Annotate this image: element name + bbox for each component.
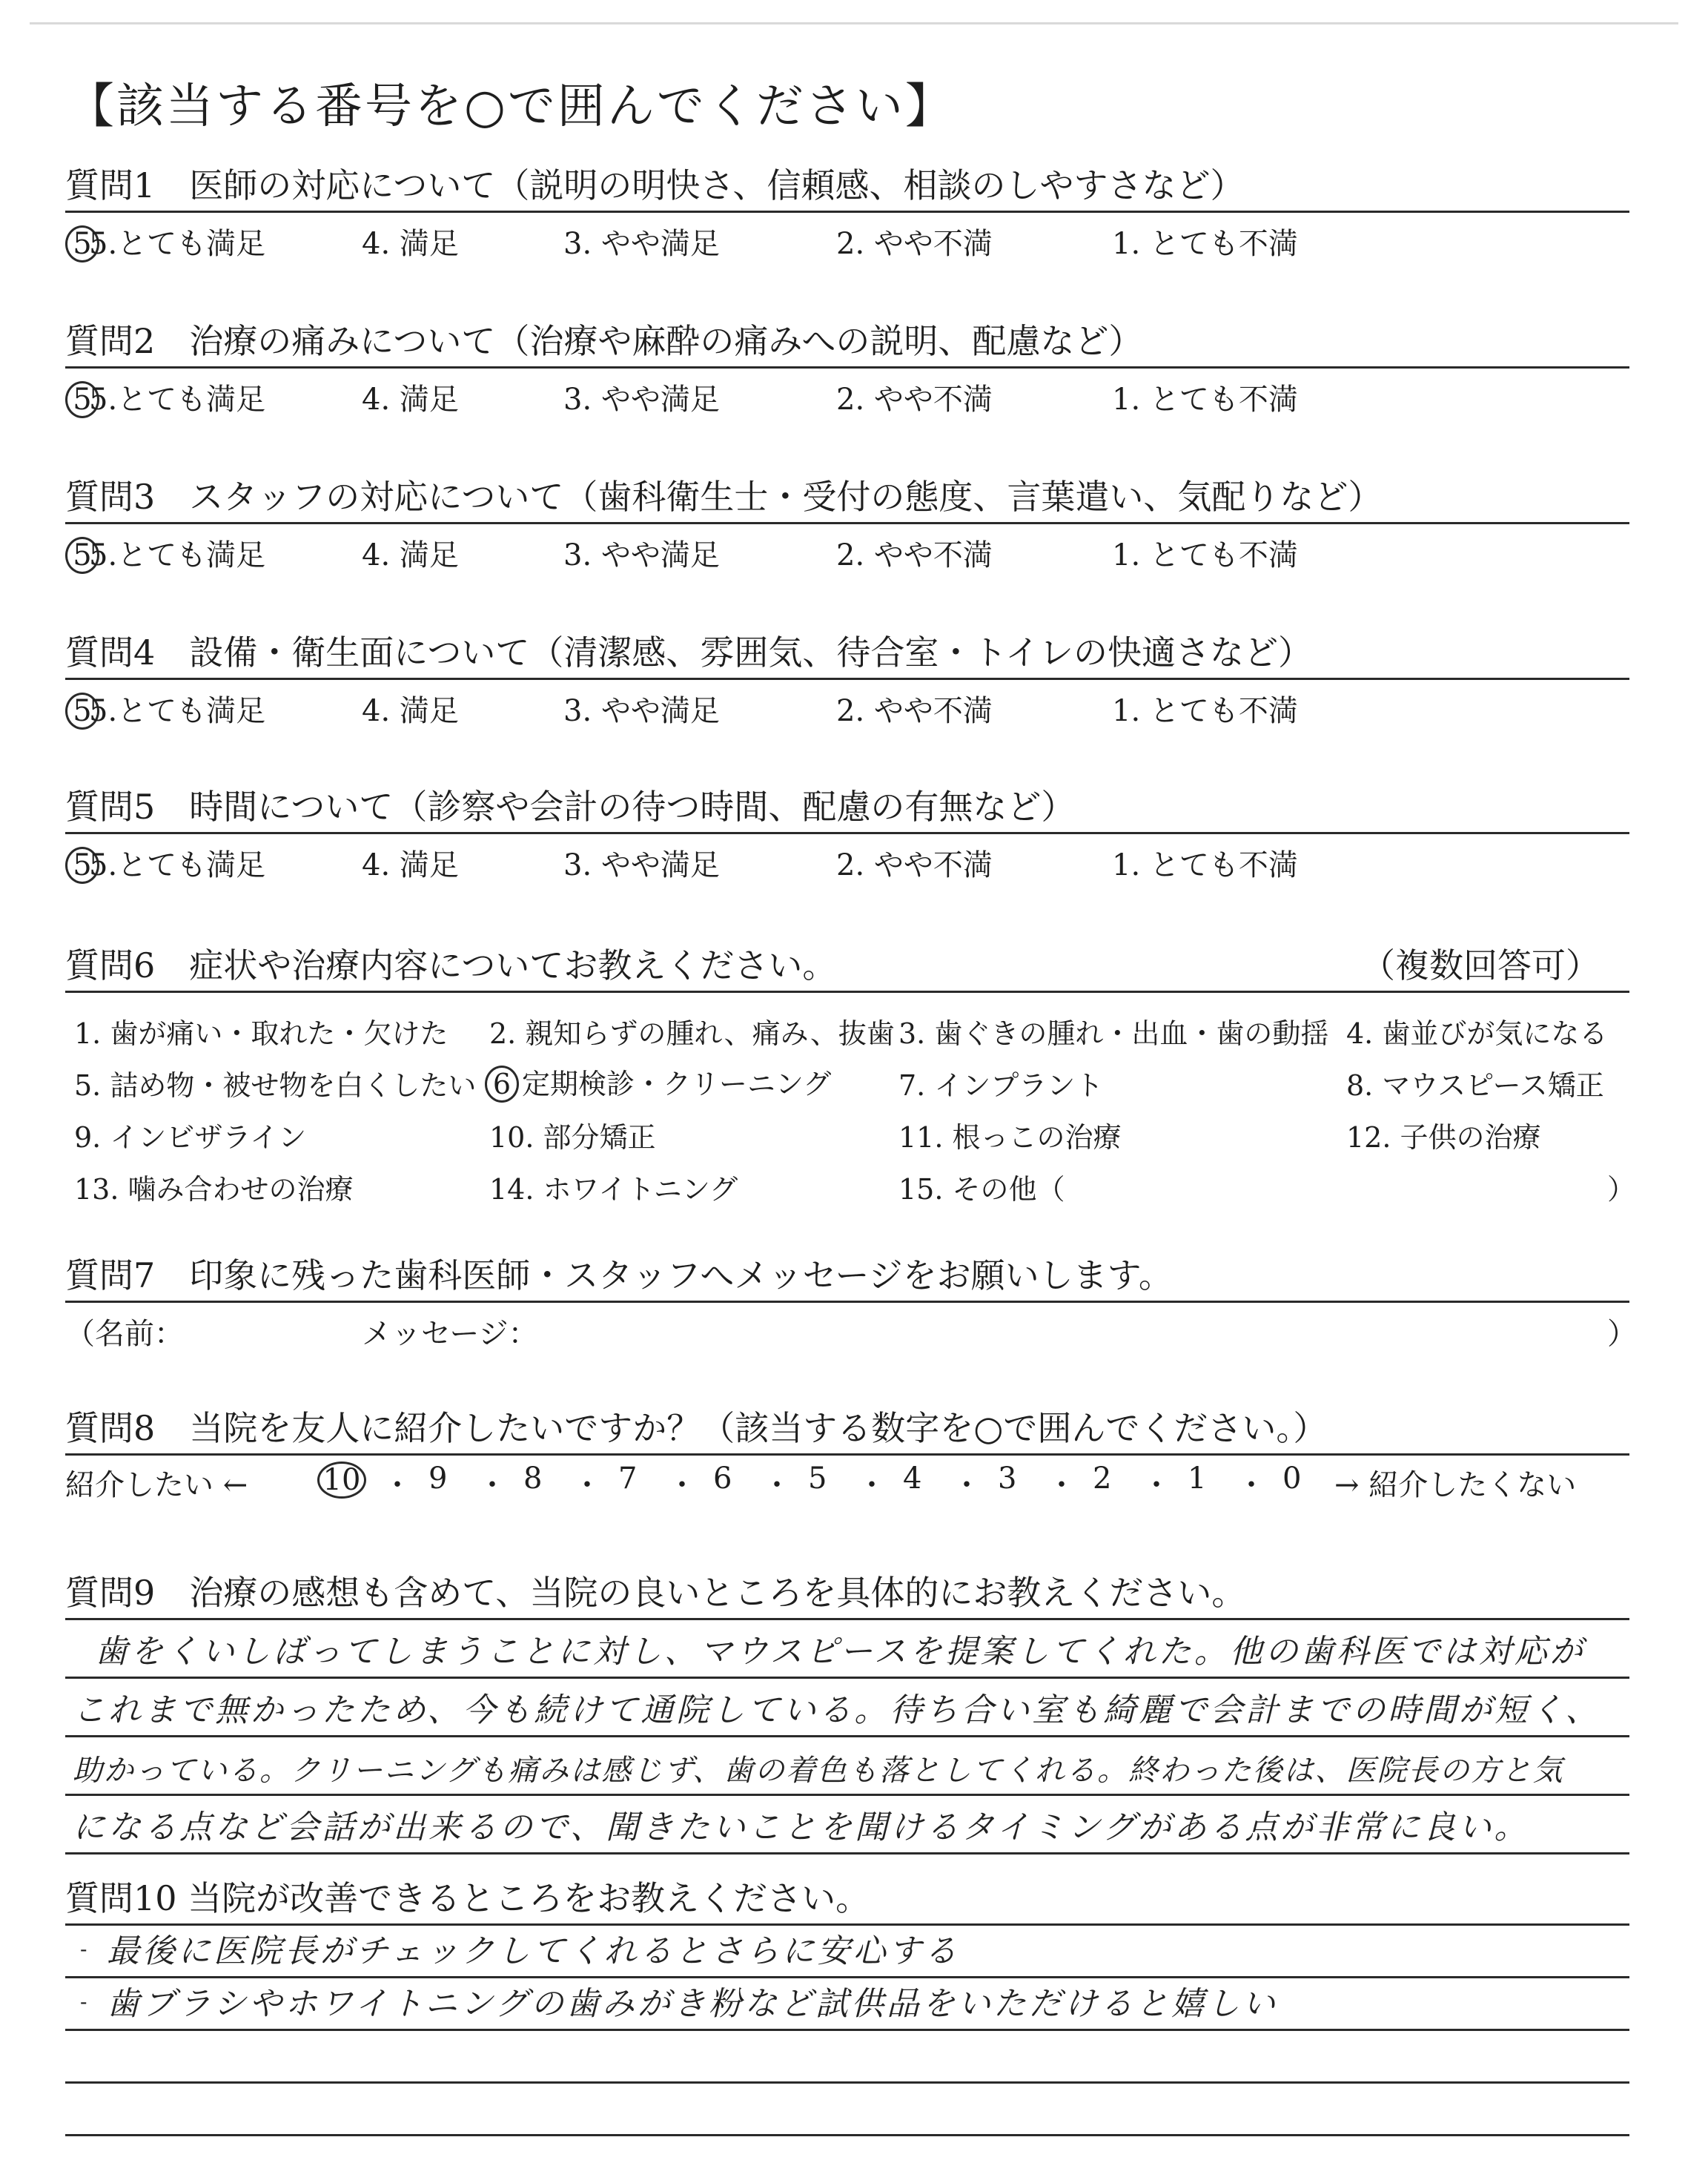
scale-sep: ・ (1047, 1468, 1076, 1502)
handwritten-text: 歯をくいしばってしまうことに対し、マウスピースを提案してくれた。他の歯科医では対応が (95, 1633, 1586, 1671)
symptom-option[interactable]: 5. 詰め物・被せ物を白くしたい (74, 1069, 477, 1102)
scale-3[interactable]: 3 (998, 1462, 1017, 1496)
option-5-label: 5.とても満足 (89, 848, 266, 882)
answer-line (65, 1926, 1629, 1978)
rating-options (65, 216, 1629, 260)
handwritten-text: 歯ブラシやホワイトニングの歯みがき粉など試供品をいただけると嬉しい (107, 1985, 1279, 2023)
question-10-title: 質問10 当院が改善できるところをお教えください。 (65, 1878, 870, 1918)
scale-sep: ・ (383, 1468, 412, 1502)
multiple-answer-note: （複数回答可） (1361, 945, 1600, 985)
scale-6[interactable]: 6 (713, 1462, 732, 1496)
question-2-title: 質問2 治療の痛みについて（治療や麻酔の痛みへの説明、配慮など） (65, 321, 1143, 361)
symptom-option[interactable]: 9. インビザライン (74, 1121, 307, 1154)
other-close-paren: ） (1607, 1173, 1636, 1206)
option-2[interactable]: 2. やや不満 (836, 538, 993, 572)
symptom-option[interactable]: 12. 子供の治療 (1346, 1121, 1541, 1154)
scale-sep: ・ (477, 1468, 507, 1502)
scale-1[interactable]: 1 (1188, 1462, 1207, 1496)
scale-0[interactable]: 0 (1282, 1462, 1302, 1496)
symptom-option[interactable]: 14. ホワイトニング (489, 1173, 738, 1206)
symptom-option[interactable]: 4. 歯並びが気になる (1346, 1017, 1608, 1050)
divider (65, 832, 1629, 834)
selected-circle: 5 (65, 381, 99, 418)
symptom-option[interactable]: 1. 歯が痛い・取れた・欠けた (74, 1017, 448, 1050)
symptom-option[interactable]: 3. 歯ぐきの腫れ・出血・歯の動揺 (898, 1017, 1329, 1050)
option-5-label: 5.とても満足 (89, 227, 266, 261)
selected-circle: 10 (317, 1462, 366, 1499)
rating-options (65, 683, 1629, 727)
option-4[interactable]: 4. 満足 (362, 227, 459, 261)
question-8-title: 質問8 当院を友人に紹介したいですか？（該当する数字を○で囲んでください。） (65, 1408, 1328, 1448)
answer-line (65, 1978, 1629, 2031)
selected-circle: 5 (65, 537, 99, 574)
option-4[interactable]: 4. 満足 (362, 538, 459, 572)
symptom-option[interactable]: 13. 噛み合わせの治療 (74, 1173, 354, 1206)
scale-8[interactable]: 8 (523, 1462, 543, 1496)
divider (65, 366, 1629, 369)
option-2[interactable]: 2. やや不満 (836, 227, 993, 261)
option-5[interactable] (65, 687, 265, 730)
question-4-title: 質問4 設備・衛生面について（清潔感、雰囲気、待合室・トイレの快適さなど） (65, 633, 1313, 673)
question-6-title (65, 943, 1629, 988)
answer-line (65, 1796, 1629, 1855)
option-4[interactable]: 4. 満足 (362, 848, 459, 882)
scale-4[interactable]: 4 (903, 1462, 922, 1496)
symptom-option[interactable]: 7. インプラント (898, 1069, 1104, 1102)
option-3[interactable]: 3. やや満足 (563, 538, 720, 572)
question-7 (65, 1253, 1637, 1351)
option-4[interactable]: 4. 満足 (362, 383, 459, 417)
scale-sep: ・ (572, 1468, 602, 1502)
recommend-scale (65, 1459, 1629, 1505)
message-row (65, 1306, 1637, 1351)
question-6-text: 質問6 症状や治療内容についてお教えください。 (65, 945, 837, 985)
option-5[interactable] (65, 842, 265, 884)
option-1[interactable]: 1. とても不満 (1112, 538, 1298, 572)
question-3 (65, 475, 1629, 572)
symptom-option[interactable]: 2. 親知らずの腫れ、痛み、抜歯 (489, 1017, 895, 1050)
question-5 (65, 785, 1629, 882)
form-header: 【該当する番号を○で囲んでください】 (67, 79, 955, 134)
selected-circle: 6 (485, 1066, 519, 1103)
option-3[interactable]: 3. やや満足 (563, 227, 720, 261)
question-7-title: 質問7 印象に残った歯科医師・スタッフへメッセージをお願いします。 (65, 1255, 1173, 1295)
option-5-label: 5.とても満足 (89, 538, 266, 572)
divider (65, 1301, 1629, 1303)
option-4[interactable]: 4. 満足 (362, 694, 459, 728)
scale-2[interactable]: 2 (1093, 1462, 1112, 1496)
question-1-title: 質問1 医師の対応について（説明の明快さ、信頼感、相談のしやすさなど） (65, 165, 1245, 205)
question-10 (65, 1876, 1629, 2136)
divider (65, 211, 1629, 213)
scale-sep: ・ (1142, 1468, 1171, 1502)
symptom-option[interactable]: 8. マウスピース矯正 (1346, 1069, 1604, 1102)
question-4 (65, 630, 1629, 727)
name-label: （名前： (65, 1317, 184, 1351)
handwritten-text: になる点など会話が出来るので、聞きたいことを聞けるタイミングがある点が非常に良い。 (73, 1809, 1530, 1846)
question-6 (65, 943, 1636, 1208)
rating-options (65, 527, 1629, 572)
handwritten-text: 最後に医院長がチェックしてくれるとさらに安心する (107, 1932, 960, 1970)
question-3-title: 質問3 スタッフの対応について（歯科衛生士・受付の態度、言葉遣い、気配りなど） (65, 477, 1383, 517)
divider (65, 522, 1629, 524)
scale-5[interactable]: 5 (808, 1462, 827, 1496)
selected-circle: 5 (65, 225, 99, 262)
recommend-right-label: → 紹介したくない (1334, 1468, 1577, 1502)
selected-circle: 5 (65, 693, 99, 730)
close-paren: ） (1607, 1317, 1637, 1351)
option-1[interactable]: 1. とても不満 (1112, 383, 1298, 417)
answer-line (65, 1737, 1629, 1796)
symptom-option-6[interactable] (485, 1061, 831, 1103)
rating-options (65, 371, 1629, 416)
symptom-option-other[interactable]: 15. その他（ (898, 1173, 1065, 1206)
scale-sep: ・ (762, 1468, 792, 1502)
divider (65, 678, 1629, 680)
option-5[interactable] (65, 532, 265, 574)
question-5-title: 質問5 時間について（診察や会計の待つ時間、配慮の有無など） (65, 787, 1076, 827)
answer-line (65, 2031, 1629, 2084)
answer-line (65, 1620, 1629, 1679)
option-5[interactable] (65, 376, 265, 418)
bullet-dash: - (80, 1989, 87, 2014)
option-5-label: 5.とても満足 (89, 383, 266, 417)
option-2[interactable]: 2. やや不満 (836, 694, 993, 728)
question-9 (65, 1571, 1629, 1855)
symptom-option[interactable]: 10. 部分矯正 (489, 1121, 656, 1154)
answer-line (65, 2084, 1629, 2136)
scale-sep: ・ (1237, 1468, 1266, 1502)
scale-sep: ・ (952, 1468, 982, 1502)
scale-sep: ・ (857, 1468, 887, 1502)
message-label[interactable]: メッセージ： (362, 1317, 538, 1351)
question-8 (65, 1406, 1629, 1505)
option-3[interactable]: 3. やや満足 (563, 694, 720, 728)
option-1[interactable]: 1. とても不満 (1112, 694, 1298, 728)
option-3[interactable]: 3. やや満足 (563, 383, 720, 417)
scale-sep: ・ (667, 1468, 697, 1502)
divider (65, 1453, 1629, 1456)
handwritten-text: 助かっている。クリーニングも痛みは感じず、歯の着色も落としてくれる。終わった後は、医院長の方と気 (73, 1754, 1564, 1788)
option-5[interactable] (65, 220, 265, 262)
recommend-left-label: 紹介したい ← (65, 1468, 248, 1502)
option-5-label: 5.とても満足 (89, 694, 266, 728)
answer-line (65, 1679, 1629, 1737)
question-1 (65, 163, 1629, 260)
scan-edge-line (30, 22, 1678, 24)
question-9-title: 質問9 治療の感想も含めて、当院の良いところを具体的にお教えください。 (65, 1573, 1246, 1613)
symptom-option[interactable]: 11. 根っこの治療 (898, 1121, 1122, 1154)
scale-7[interactable]: 7 (618, 1462, 638, 1496)
option-3[interactable]: 3. やや満足 (563, 848, 720, 882)
handwritten-text: これまで無かったため、今も続けて通院している。待ち合い室も綺麗で会計までの時間が短く、 (73, 1691, 1601, 1729)
option-2[interactable]: 2. やや不満 (836, 848, 993, 882)
rating-options (65, 837, 1629, 882)
bullet-dash: - (80, 1937, 87, 1961)
selected-circle: 5 (65, 847, 99, 884)
option-2[interactable]: 2. やや不満 (836, 383, 993, 417)
option-1[interactable]: 1. とても不満 (1112, 227, 1298, 261)
question-2 (65, 319, 1629, 416)
scale-9[interactable]: 9 (428, 1462, 448, 1496)
symptom-option-6-label: 定期検診・クリーニング (522, 1068, 832, 1100)
option-1[interactable]: 1. とても不満 (1112, 848, 1298, 882)
symptom-options (65, 993, 1636, 1208)
